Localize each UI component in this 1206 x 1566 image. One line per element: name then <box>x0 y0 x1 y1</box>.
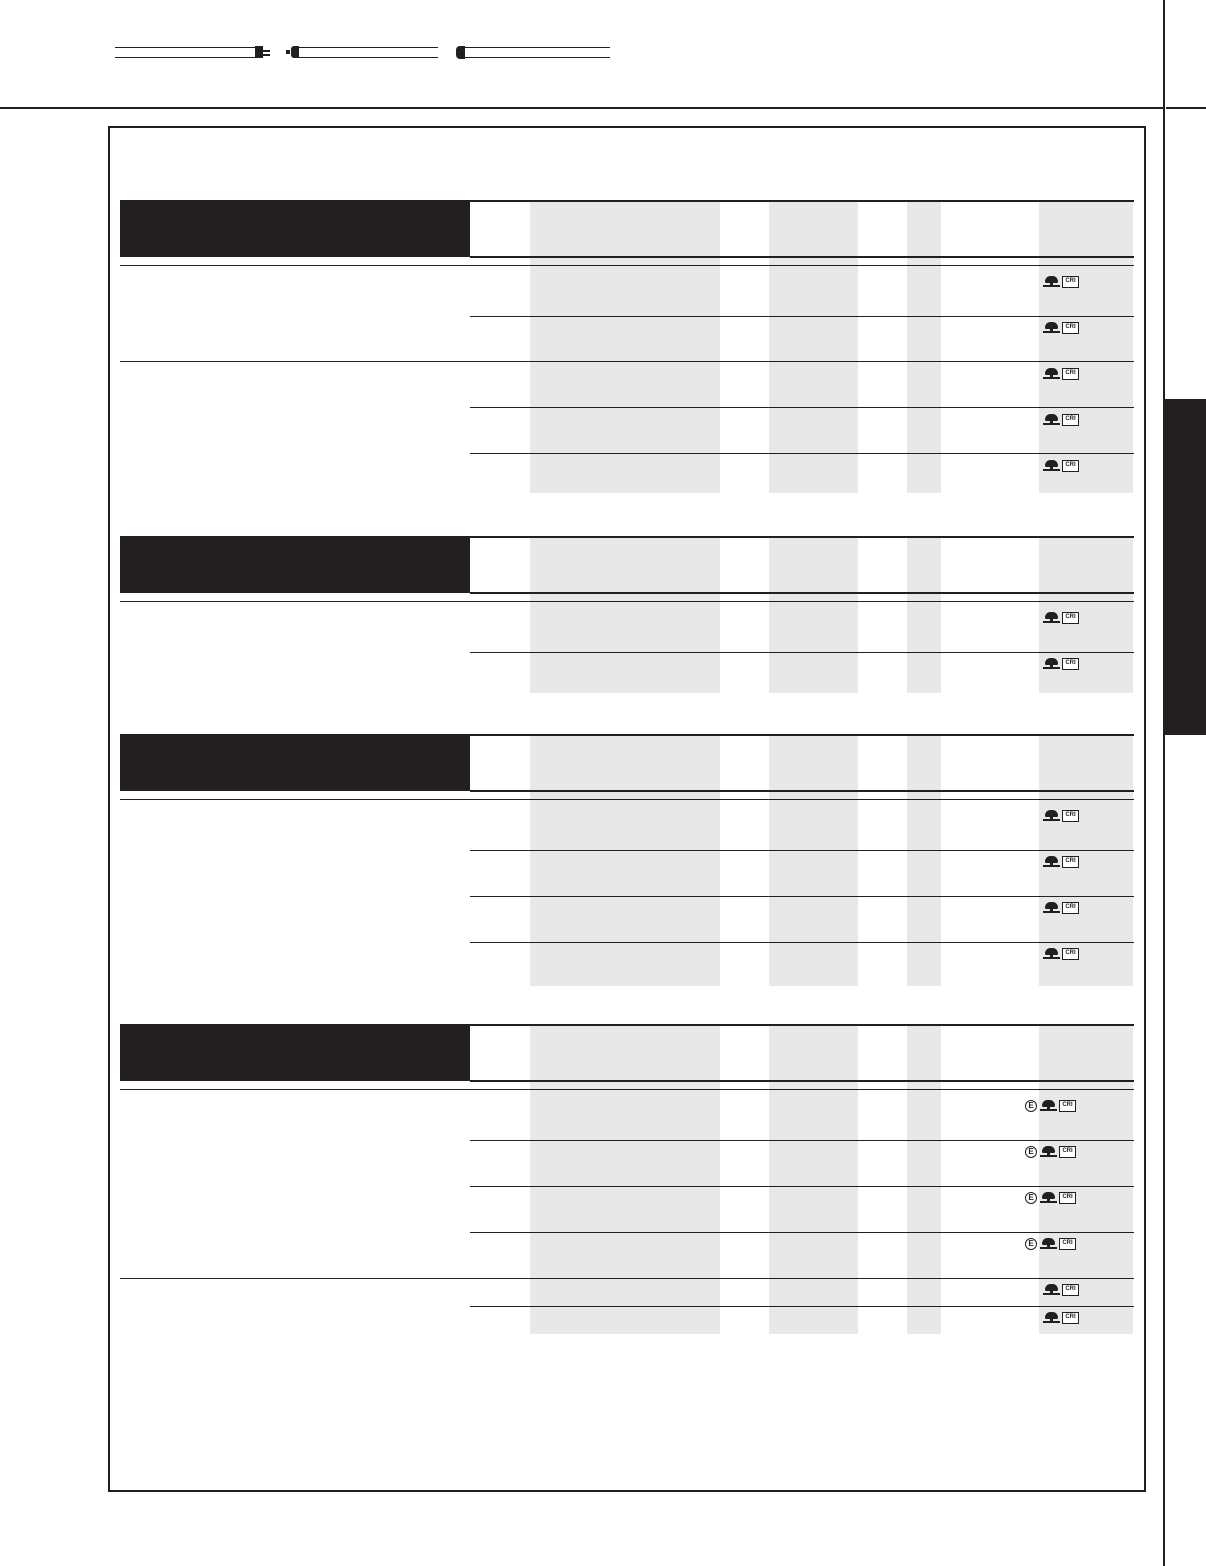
tree-icon <box>1042 810 1060 822</box>
tree-icon <box>1039 1192 1057 1204</box>
margin-rule <box>1163 0 1165 1566</box>
table-row-icons <box>1042 948 1079 960</box>
table-row-icons <box>1025 1146 1076 1158</box>
row-divider <box>470 1186 1134 1187</box>
cri-badge-icon: CRI <box>1062 612 1079 624</box>
header-rule-right <box>1166 107 1206 109</box>
row-divider <box>470 896 1134 897</box>
table-row-icons <box>1042 1312 1079 1324</box>
shade-column <box>769 536 858 693</box>
shade-column <box>907 200 941 493</box>
table-row-icons <box>1042 856 1079 868</box>
tree-icon <box>1042 368 1060 380</box>
group-divider <box>120 1278 1134 1279</box>
tree-icon <box>1042 414 1060 426</box>
lamp-end-icon <box>456 46 465 59</box>
row-divider <box>470 453 1134 454</box>
tree-icon <box>1042 276 1060 288</box>
shade-column <box>769 734 858 986</box>
shade-column <box>530 200 720 493</box>
tree-icon <box>1042 1284 1060 1296</box>
cri-badge-icon: CRI <box>1062 658 1079 670</box>
row-divider <box>470 316 1134 317</box>
energy-e-icon: E <box>1025 1146 1037 1158</box>
group-divider <box>120 361 1134 362</box>
table-section <box>120 200 1134 493</box>
cri-badge-icon: CRI <box>1062 322 1079 334</box>
cri-badge-icon: CRI <box>1059 1100 1076 1112</box>
group-divider <box>120 265 1134 266</box>
tree-icon <box>1042 460 1060 472</box>
table-row-icons <box>1025 1192 1076 1204</box>
cri-badge-icon: CRI <box>1062 902 1079 914</box>
shade-column <box>907 734 941 986</box>
table-row-icons <box>1042 460 1079 472</box>
group-divider <box>120 799 1134 800</box>
cri-badge-icon: CRI <box>1062 1312 1079 1324</box>
row-divider <box>470 850 1134 851</box>
cri-badge-icon: CRI <box>1059 1192 1076 1204</box>
row-divider <box>470 1306 1134 1307</box>
energy-e-icon: E <box>1025 1100 1037 1112</box>
lamp-graphic-icon <box>115 47 255 48</box>
cri-badge-icon: CRI <box>1059 1146 1076 1158</box>
energy-e-icon: E <box>1025 1238 1037 1250</box>
table-row-icons <box>1042 1284 1079 1296</box>
table-section <box>120 536 1134 693</box>
cri-badge-icon: CRI <box>1062 414 1079 426</box>
header-rule <box>0 107 1164 109</box>
table-row-icons <box>1025 1100 1076 1112</box>
row-divider <box>470 1232 1134 1233</box>
tree-icon <box>1042 322 1060 334</box>
cri-badge-icon: CRI <box>1062 460 1079 472</box>
section-header <box>120 1024 470 1081</box>
row-divider <box>470 652 1134 653</box>
tree-icon <box>1039 1238 1057 1250</box>
lamp-end-icon <box>286 50 290 54</box>
cri-badge-icon: CRI <box>1059 1238 1076 1250</box>
tree-icon <box>1042 612 1060 624</box>
tree-icon <box>1042 902 1060 914</box>
table-row-icons <box>1042 414 1079 426</box>
group-divider <box>120 601 1134 602</box>
energy-e-icon: E <box>1025 1192 1037 1204</box>
row-divider <box>470 942 1134 943</box>
table-section <box>120 734 1134 986</box>
tree-icon <box>1039 1100 1057 1112</box>
cri-badge-icon: CRI <box>1062 276 1079 288</box>
shade-column <box>530 1024 720 1334</box>
table-row-icons <box>1042 368 1079 380</box>
section-header <box>120 734 470 791</box>
cri-badge-icon: CRI <box>1062 368 1079 380</box>
tree-icon <box>1042 1312 1060 1324</box>
shade-column <box>907 1024 941 1334</box>
section-header <box>120 200 470 257</box>
row-divider <box>470 407 1134 408</box>
side-tab <box>1164 399 1206 735</box>
section-header <box>120 536 470 593</box>
tree-icon <box>1042 948 1060 960</box>
table-row-icons <box>1025 1238 1076 1250</box>
shade-column <box>769 1024 858 1334</box>
shade-column <box>530 536 720 693</box>
cri-badge-icon: CRI <box>1062 948 1079 960</box>
tree-icon <box>1042 658 1060 670</box>
group-divider <box>120 1089 1134 1090</box>
table-row-icons <box>1042 276 1079 288</box>
shade-column <box>907 536 941 693</box>
row-divider <box>470 1140 1134 1141</box>
table-section <box>120 1024 1134 1334</box>
table-row-icons <box>1042 658 1079 670</box>
tree-icon <box>1039 1146 1057 1158</box>
cri-badge-icon: CRI <box>1062 810 1079 822</box>
cri-badge-icon: CRI <box>1062 856 1079 868</box>
tree-icon <box>1042 856 1060 868</box>
table-row-icons <box>1042 902 1079 914</box>
shade-column <box>530 734 720 986</box>
table-row-icons <box>1042 612 1079 624</box>
table-row-icons <box>1042 810 1079 822</box>
shade-column <box>769 200 858 493</box>
shade-column <box>1039 200 1133 493</box>
table-row-icons <box>1042 322 1079 334</box>
lamp-pin-icon <box>255 46 263 58</box>
cri-badge-icon: CRI <box>1062 1284 1079 1296</box>
